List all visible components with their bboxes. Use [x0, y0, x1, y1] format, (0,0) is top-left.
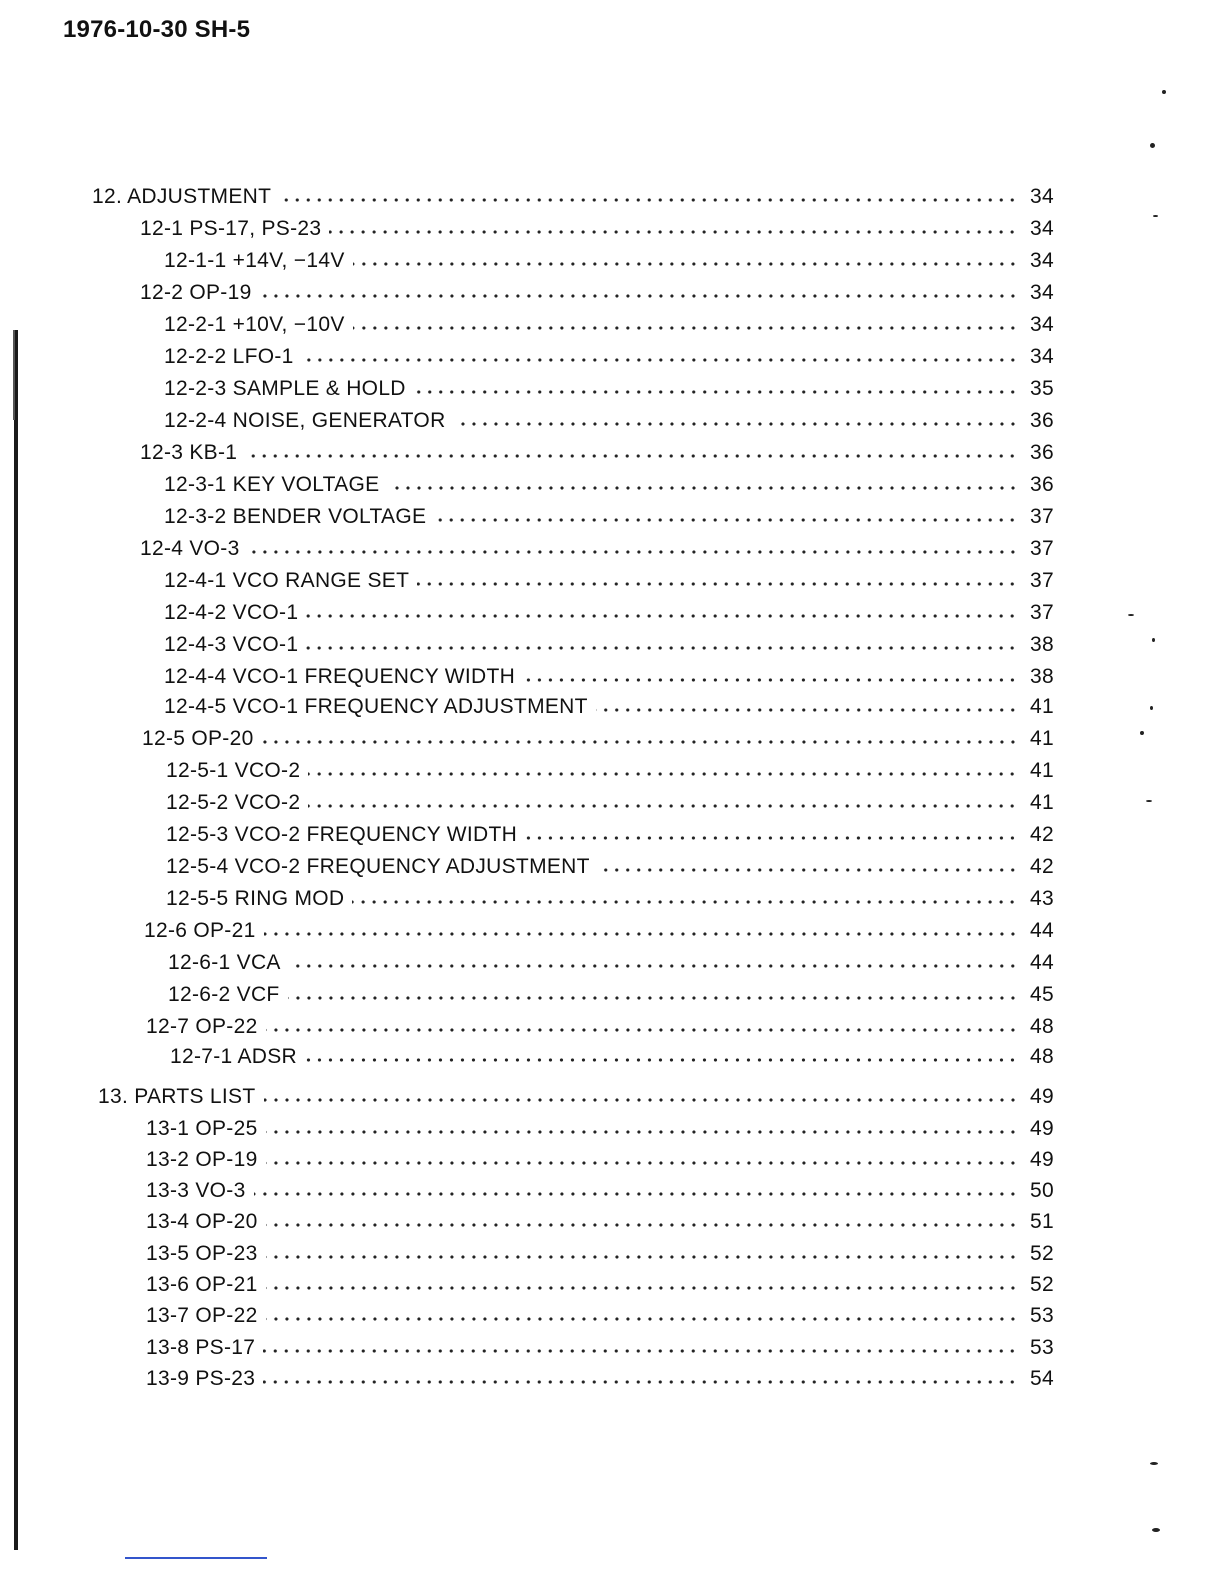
toc-entry — [0, 630, 1224, 660]
toc-entry-page-number: 34 — [1030, 217, 1054, 240]
toc-entry — [0, 406, 1224, 436]
dot-leader — [353, 310, 1018, 340]
toc-entry — [0, 1114, 1224, 1144]
toc-entry-page-number: 51 — [1030, 1210, 1054, 1233]
dot-leader — [388, 470, 1019, 500]
dot-leader — [264, 1082, 1019, 1112]
toc-entry-page-number: 44 — [1030, 919, 1054, 942]
dot-leader — [279, 182, 1018, 212]
toc-entry-label: 12-4-1 VCO RANGE SET — [164, 569, 410, 592]
dot-leader — [308, 788, 1018, 818]
dot-leader — [263, 1364, 1018, 1394]
toc-entry-page-number: 44 — [1030, 951, 1054, 974]
scan-speck — [1150, 706, 1153, 710]
toc-entry-page-number: 37 — [1030, 505, 1054, 528]
toc-entry-label: 12-7 OP-22 — [146, 1015, 258, 1038]
dot-leader — [266, 1239, 1018, 1269]
toc-entry — [0, 820, 1224, 850]
toc-entry-label: 12-4 VO-3 — [140, 537, 240, 560]
dot-leader — [305, 1042, 1018, 1072]
toc-entry — [0, 534, 1224, 564]
toc-entry-page-number: 48 — [1030, 1015, 1054, 1038]
dot-leader — [414, 374, 1018, 404]
toc-entry-label: 12-4-3 VCO-1 — [164, 633, 299, 656]
dot-leader — [289, 948, 1018, 978]
toc-entry — [0, 884, 1224, 914]
toc-entry-page-number: 34 — [1030, 281, 1054, 304]
toc-entry-label: 12-7-1 ADSR — [170, 1045, 298, 1068]
toc-entry-page-number: 37 — [1030, 537, 1054, 560]
toc-entry-label: 12-5-2 VCO-2 — [166, 791, 301, 814]
toc-entry-label: 13-3 VO-3 — [146, 1179, 246, 1202]
toc-entry-label: 13-6 OP-21 — [146, 1273, 258, 1296]
toc-entry — [0, 502, 1224, 532]
toc-entry — [0, 980, 1224, 1010]
dot-leader — [596, 692, 1018, 722]
dot-leader — [266, 1012, 1018, 1042]
toc-entry-label: 12-6-1 VCA — [168, 951, 281, 974]
toc-entry-label: 13-4 OP-20 — [146, 1210, 258, 1233]
scan-speck — [1153, 215, 1158, 217]
scan-speck — [1152, 638, 1155, 642]
toc-entry-page-number: 43 — [1030, 887, 1054, 910]
toc-entry — [0, 342, 1224, 372]
toc-entry-page-number: 36 — [1030, 409, 1054, 432]
dot-leader — [302, 342, 1018, 372]
toc-entry-page-number: 34 — [1030, 313, 1054, 336]
dot-leader — [525, 820, 1018, 850]
toc-entry-label: 12. ADJUSTMENT — [92, 185, 272, 208]
toc-entry — [0, 438, 1224, 468]
toc-entry — [0, 246, 1224, 276]
toc-entry — [0, 916, 1224, 946]
scan-speck — [1162, 90, 1166, 94]
toc-entry-page-number: 41 — [1030, 791, 1054, 814]
toc-entry-label: 12-6 OP-21 — [144, 919, 256, 942]
dot-leader — [260, 278, 1018, 308]
toc-entry — [0, 182, 1224, 212]
toc-entry — [0, 470, 1224, 500]
dot-leader — [266, 1301, 1018, 1331]
toc-entry — [0, 598, 1224, 628]
toc-entry-page-number: 37 — [1030, 601, 1054, 624]
toc-entry — [0, 1145, 1224, 1175]
toc-entry-label: 12-2-1 +10V, −10V — [164, 313, 345, 336]
toc-entry-page-number: 36 — [1030, 441, 1054, 464]
dot-leader — [306, 630, 1018, 660]
dot-leader — [288, 980, 1018, 1010]
toc-entry — [0, 1042, 1224, 1072]
toc-entry-page-number: 34 — [1030, 249, 1054, 272]
dot-leader — [266, 1270, 1018, 1300]
dot-leader — [454, 406, 1018, 436]
toc-entry — [0, 852, 1224, 882]
toc-entry-page-number: 49 — [1030, 1148, 1054, 1171]
dot-leader — [266, 1207, 1018, 1237]
toc-entry-page-number: 42 — [1030, 823, 1054, 846]
toc-entry — [0, 1012, 1224, 1042]
toc-entry-page-number: 53 — [1030, 1336, 1054, 1359]
scan-speck — [1150, 1462, 1158, 1465]
dot-leader — [266, 1114, 1018, 1144]
toc-entry-page-number: 34 — [1030, 345, 1054, 368]
toc-entry — [0, 788, 1224, 818]
scan-speck — [1146, 800, 1152, 802]
toc-entry — [0, 278, 1224, 308]
toc-entry-page-number: 37 — [1030, 569, 1054, 592]
toc-entry-label: 12-4-2 VCO-1 — [164, 601, 299, 624]
toc-entry-page-number: 36 — [1030, 473, 1054, 496]
toc-entry-label: 13-1 OP-25 — [146, 1117, 258, 1140]
toc-entry — [0, 1176, 1224, 1206]
toc-entry — [0, 310, 1224, 340]
toc-entry — [0, 756, 1224, 786]
toc-entry — [0, 1082, 1224, 1112]
toc-entry-page-number: 45 — [1030, 983, 1054, 1006]
dot-leader — [417, 566, 1018, 596]
page-title: 1976-10-30 SH-5 — [63, 16, 251, 43]
toc-entry-label: 12-2-4 NOISE, GENERATOR — [164, 409, 446, 432]
toc-entry — [0, 692, 1224, 722]
toc-entry-page-number: 53 — [1030, 1304, 1054, 1327]
dot-leader — [329, 214, 1018, 244]
scan-speck — [1152, 1528, 1160, 1532]
dot-leader — [254, 1176, 1018, 1206]
binding-edge-mark — [13, 330, 15, 420]
toc-entry — [0, 1301, 1224, 1331]
toc-entry — [0, 374, 1224, 404]
toc-entry-label: 12-3 KB-1 — [140, 441, 238, 464]
scan-underline-mark — [125, 1557, 267, 1559]
toc-entry — [0, 662, 1224, 692]
scan-speck — [1140, 731, 1144, 735]
toc-entry-label: 13-5 OP-23 — [146, 1242, 258, 1265]
toc-entry — [0, 948, 1224, 978]
toc-entry-page-number: 35 — [1030, 377, 1054, 400]
toc-entry-page-number: 49 — [1030, 1085, 1054, 1108]
toc-entry-page-number: 41 — [1030, 727, 1054, 750]
toc-entry-page-number: 38 — [1030, 633, 1054, 656]
toc-entry — [0, 1333, 1224, 1363]
toc-entry — [0, 566, 1224, 596]
toc-entry-label: 13-8 PS-17 — [146, 1336, 256, 1359]
toc-entry-page-number: 48 — [1030, 1045, 1054, 1068]
toc-entry-label: 12-5-1 VCO-2 — [166, 759, 301, 782]
toc-entry — [0, 214, 1224, 244]
toc-entry-label: 12-5-5 RING MOD — [166, 887, 345, 910]
dot-leader — [353, 246, 1018, 276]
toc-entry-label: 12-5-3 VCO-2 FREQUENCY WIDTH — [166, 823, 518, 846]
dot-leader — [262, 724, 1018, 754]
toc-entry-label: 12-5-4 VCO-2 FREQUENCY ADJUSTMENT — [166, 855, 590, 878]
toc-entry-label: 12-4-4 VCO-1 FREQUENCY WIDTH — [164, 665, 516, 688]
scan-speck — [1128, 614, 1134, 616]
dot-leader — [245, 438, 1018, 468]
toc-entry-page-number: 50 — [1030, 1179, 1054, 1202]
toc-entry — [0, 1364, 1224, 1394]
toc-entry-label: 12-6-2 VCF — [168, 983, 280, 1006]
toc-entry-page-number: 38 — [1030, 665, 1054, 688]
dot-leader — [266, 1145, 1018, 1175]
dot-leader — [434, 502, 1018, 532]
dot-leader — [308, 756, 1018, 786]
scan-speck — [1150, 143, 1155, 148]
dot-leader — [263, 1333, 1018, 1363]
dot-leader — [523, 662, 1018, 692]
toc-entry-page-number: 52 — [1030, 1242, 1054, 1265]
toc-entry-label: 12-5 OP-20 — [142, 727, 254, 750]
toc-entry — [0, 724, 1224, 754]
toc-entry — [0, 1270, 1224, 1300]
dot-leader — [352, 884, 1018, 914]
toc-entry-page-number: 41 — [1030, 695, 1054, 718]
toc-entry-label: 13. PARTS LIST — [98, 1085, 256, 1108]
binding-edge-shadow — [14, 330, 18, 1550]
toc-entry-page-number: 54 — [1030, 1367, 1054, 1390]
toc-entry — [0, 1207, 1224, 1237]
toc-entry-label: 12-2-3 SAMPLE & HOLD — [164, 377, 406, 400]
toc-entry-label: 12-3-1 KEY VOLTAGE — [164, 473, 380, 496]
toc-entry-page-number: 42 — [1030, 855, 1054, 878]
toc-entry-page-number: 52 — [1030, 1273, 1054, 1296]
dot-leader — [248, 534, 1018, 564]
toc-entry-label: 13-7 OP-22 — [146, 1304, 258, 1327]
toc-entry-page-number: 49 — [1030, 1117, 1054, 1140]
toc-entry-label: 12-1-1 +14V, −14V — [164, 249, 345, 272]
toc-entry-label: 12-3-2 BENDER VOLTAGE — [164, 505, 427, 528]
toc-entry-page-number: 41 — [1030, 759, 1054, 782]
dot-leader — [264, 916, 1018, 946]
toc-entry-label: 12-2-2 LFO-1 — [164, 345, 294, 368]
toc-entry-label: 12-1 PS-17, PS-23 — [140, 217, 322, 240]
toc-entry-page-number: 34 — [1030, 185, 1054, 208]
toc-entry-label: 13-9 PS-23 — [146, 1367, 256, 1390]
toc-entry-label: 13-2 OP-19 — [146, 1148, 258, 1171]
toc-entry-label: 12-2 OP-19 — [140, 281, 252, 304]
toc-entry — [0, 1239, 1224, 1269]
toc-entry-label: 12-4-5 VCO-1 FREQUENCY ADJUSTMENT — [164, 695, 588, 718]
dot-leader — [306, 598, 1018, 628]
dot-leader — [598, 852, 1018, 882]
